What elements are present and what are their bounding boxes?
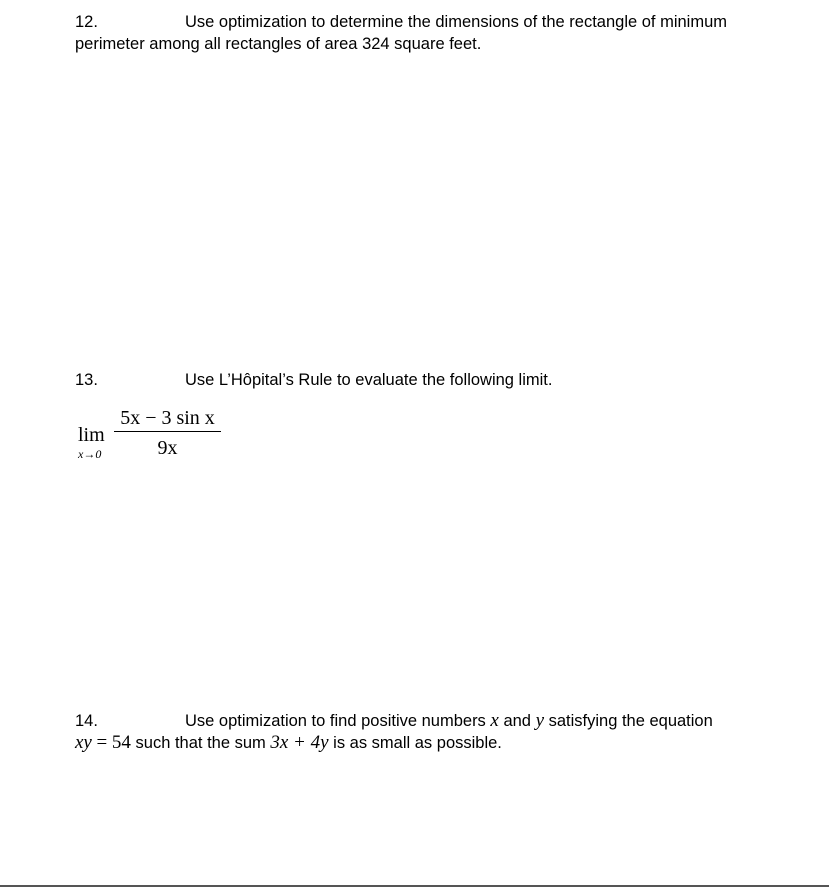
problem-13 [75,369,795,391]
fraction-denominator: 9x [157,437,178,459]
equation-value: = 54 [96,732,131,753]
problem-12 [75,11,795,55]
problem-text-c: satisfying the equation [548,712,713,730]
variable-x: x [490,710,499,731]
page-bottom-rule [0,885,829,887]
problem-14 [75,710,795,754]
problem-text-a: Use optimization to find positive numbers [185,712,486,730]
problem-text-b: and [503,712,531,730]
equation-product: xy [75,732,92,753]
problem-text: Use optimization to determine the dimensions of the rectangle of minimum perimeter among all rectangles of area 324 square feet. [75,13,728,53]
problem-number: 14. [75,712,98,730]
lim-operator: lim [78,424,105,446]
fraction [114,405,221,460]
problem-number: 13. [75,371,98,389]
problem-text-e: is as small as possible. [333,734,502,752]
sum-expression: 3x + 4y [270,732,329,753]
problem-number: 12. [75,13,98,31]
variable-y: y [535,710,544,731]
lim-approach: x→0 [78,447,102,461]
problem-text-d: such that the sum [135,734,266,752]
fraction-numerator: 5x − 3 sin x [120,407,215,429]
problem-text: Use L’Hôpital’s Rule to evaluate the following limit. [185,371,553,389]
